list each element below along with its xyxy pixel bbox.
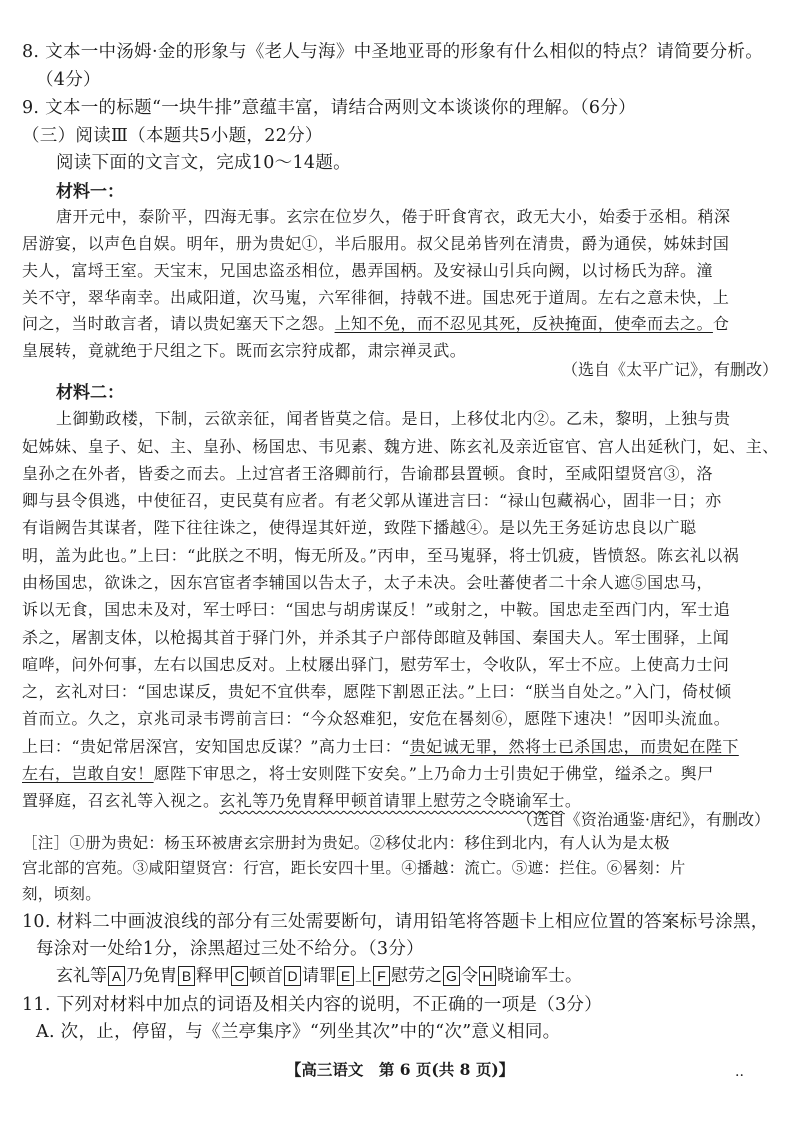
segment-text: 乃免胄 bbox=[126, 965, 177, 986]
page-footer: 【高三语文 第 6 页(共 8 页)】 bbox=[285, 1060, 515, 1079]
material2-line: 杀之，屠割支体，以枪揭其首于驿门外，并杀其子户部侍郎暄及韩国、秦国夫人。军士围驿，上闻 bbox=[22, 628, 730, 647]
segment-text: 令 bbox=[461, 965, 478, 986]
break-option-g[interactable]: G bbox=[443, 966, 460, 986]
notes-line: 宫北部的宫苑。③咸阳望贤宫：行宫，距长安四十里。④播越：流亡。⑤遮：拦住。⑥晷刻：片 bbox=[22, 859, 686, 877]
material2-line: 妃姊妹、皇子、妃、主、皇孙、杨国忠、韦见素、魏方进、陈玄礼及亲近宦官、宫人出延秋门，妃、主、 bbox=[22, 437, 779, 456]
notes-line: ［注］①册为贵妃：杨玉环被唐玄宗册封为贵妃。②移仗北内：移住到北内，有人认为是太极 bbox=[22, 834, 670, 852]
segment-text: 玄礼等 bbox=[56, 965, 107, 986]
material1-line-5-tail: 仓 bbox=[712, 314, 730, 333]
question-11-option-a[interactable]: A. 次，止，停留，与《兰亭集序》“列坐其次”中的“次”意义相同。 bbox=[36, 1022, 561, 1042]
segment-text: 请罪 bbox=[302, 965, 336, 986]
notes-line: 刻，顷刻。 bbox=[22, 885, 102, 903]
material1-source: （选自《太平广记》，有删改） bbox=[561, 360, 778, 379]
question-10-line1: 10. 材料二中画波浪线的部分有三处需要断句，请用铅笔将答题卡上相应位置的答案标号涂黑， bbox=[22, 912, 769, 932]
reading-instruction: 阅读下面的文言文，完成10～14题。 bbox=[56, 153, 351, 173]
material2-line-14-text: 愿陛下审思之，将士安则陛下安矣。”上乃命力士引贵妃于佛堂，缢杀之。舆尸 bbox=[153, 764, 714, 783]
material2-line: 卿与县令俱逃，中使征召，吏民莫有应者。有老父郭从谨进言曰：“禄山包藏祸心，固非一日；亦 bbox=[22, 491, 722, 510]
break-option-c[interactable]: C bbox=[231, 966, 248, 986]
material2-line-14 bbox=[22, 766, 714, 782]
material2-heading: 材料二： bbox=[56, 383, 124, 403]
segment-text: 慰劳之 bbox=[391, 965, 442, 986]
wavy-underlined-passage: 玄礼等乃免胄释甲顿首请罪上慰劳之令晓谕军士 bbox=[219, 791, 565, 810]
break-option-a[interactable]: A bbox=[108, 966, 125, 986]
material2-line: 之，玄礼对曰：“国忠谋反，贵妃不宜供奉，愿陛下割恩正法。”上曰：“朕当自处之。”入门，倚杖倾 bbox=[22, 682, 732, 701]
question-11: 11. 下列对材料中加点的词语及相关内容的说明，不正确的一项是（3分） bbox=[22, 995, 603, 1015]
material2-line: 诉以无食，国忠未及对，军士呼曰：“国忠与胡虏谋反！”或射之，中鞍。国忠走至西门内，军士追 bbox=[22, 600, 731, 619]
underlined-sentence-2a: 贵妃诚无罪，然将士已杀国忠，而贵妃在陛下 bbox=[409, 737, 739, 756]
question-9: 9. 文本一的标题“一块牛排”意蕴丰富，请结合两则文本谈谈你的理解。（6分） bbox=[22, 98, 636, 118]
question-10-line2: 每涂对一处给1分，涂黑超过三处不给分。（3分） bbox=[36, 939, 424, 959]
break-option-h[interactable]: H bbox=[479, 966, 496, 986]
material2-line-15-end: 。 bbox=[564, 791, 582, 810]
material1-line: 唐开元中，泰阶平，四海无事。玄宗在位岁久，倦于旰食宵衣，政无大小，始委于丞相。稍深 bbox=[56, 207, 731, 226]
material2-line-15 bbox=[22, 793, 581, 809]
material2-line: 有诣阙告其谋者，陛下往往诛之，使得逞其奸逆，致陛下播越④。是以先王务延访忠良以广聪 bbox=[22, 518, 697, 537]
segment-text: 晓谕军士。 bbox=[497, 965, 582, 986]
material1-line: 关不守，翠华南幸。出咸阳道，次马嵬，六军徘徊，持戟不进。国忠死于道周。左右之意未快，上 bbox=[22, 288, 730, 307]
material2-line-15-text: 置驿庭，召玄礼等入视之。 bbox=[22, 791, 220, 810]
footer-dots: .. bbox=[735, 1064, 744, 1080]
section-title: （三）阅读Ⅲ（本题共5小题，22分） bbox=[22, 126, 323, 146]
material2-line: 皇孙之在外者，皆委之而去。上过宫者王洛卿前行，告谕郡县置顿。食时，至咸阳望贤宫③，洛 bbox=[22, 464, 713, 483]
underlined-sentence-1: 上知不免，而不忍见其死，反袂掩面，使牵而去之。 bbox=[334, 314, 713, 333]
sentence-break-options bbox=[56, 966, 582, 986]
break-option-e[interactable]: E bbox=[337, 966, 354, 986]
question-8-line1: 8. 文本一中汤姆·金的形象与《老人与海》中圣地亚哥的形象有什么相似的特点？请简要分析。 bbox=[22, 42, 764, 62]
break-option-f[interactable]: F bbox=[373, 966, 390, 986]
material2-line: 首而立。久之，京兆司录韦谔前言曰：“今众怒难犯，安危在晷刻⑥，愿陛下速决！”因叩头流血。 bbox=[22, 709, 731, 728]
material2-line: 明，盖为此也。”上曰：“此朕之不明，悔无所及。”丙申，至马嵬驿，将士饥疲，皆愤怒。陈玄礼以祸 bbox=[22, 546, 740, 565]
material2-line-13-text: 上曰：“贵妃常居深宫，安知国忠反谋？”高力士曰：“ bbox=[22, 737, 410, 756]
segment-text: 上 bbox=[355, 965, 372, 986]
break-option-b[interactable]: B bbox=[178, 966, 195, 986]
material1-line: 皇展转，竟就绝于尺组之下。既而玄宗狩成都，肃宗禅灵武。 bbox=[22, 341, 467, 360]
material2-line: 上御勤政楼，下制，云欲亲征，闻者皆莫之信。是日，上移仗北内②。乙未，黎明，上独与贵 bbox=[56, 409, 731, 428]
material1-line: 居游宴，以声色自娱。明年，册为贵妃①，半后服用。叔父昆弟皆列在清贵，爵为通侯，姊妹封国 bbox=[22, 234, 730, 253]
segment-text: 顿首 bbox=[249, 965, 283, 986]
material1-line-5-text: 问之，当时敢言者，请以贵妃塞天下之怨。 bbox=[22, 314, 335, 333]
material1-heading: 材料一： bbox=[56, 182, 124, 202]
underlined-sentence-2b: 左右，岂敢自安！ bbox=[22, 764, 154, 783]
material2-line: 由杨国忠，欲诛之，因东宫宦者李辅国以告太子，太子未决。会吐蕃使者二十余人遮⑤国忠马， bbox=[22, 573, 713, 592]
material2-line-13 bbox=[22, 739, 739, 755]
material1-line: 夫人，富埒王室。天宝末，兄国忠盗丞相位，愚弄国柄。及安禄山引兵向阙，以讨杨氏为辞。潼 bbox=[22, 261, 713, 280]
material2-line: 喧哗，问外何事，左右以国忠反对。上杖屦出驿门，慰劳军士，令收队，军士不应。上使高力士问 bbox=[22, 655, 730, 674]
question-8-line2: （4分） bbox=[36, 70, 101, 90]
break-option-d[interactable]: D bbox=[284, 966, 301, 986]
segment-text: 释甲 bbox=[196, 965, 230, 986]
material2-source: （选自《资治通鉴·唐纪》，有删改） bbox=[516, 810, 770, 829]
material1-line-5 bbox=[22, 316, 729, 332]
